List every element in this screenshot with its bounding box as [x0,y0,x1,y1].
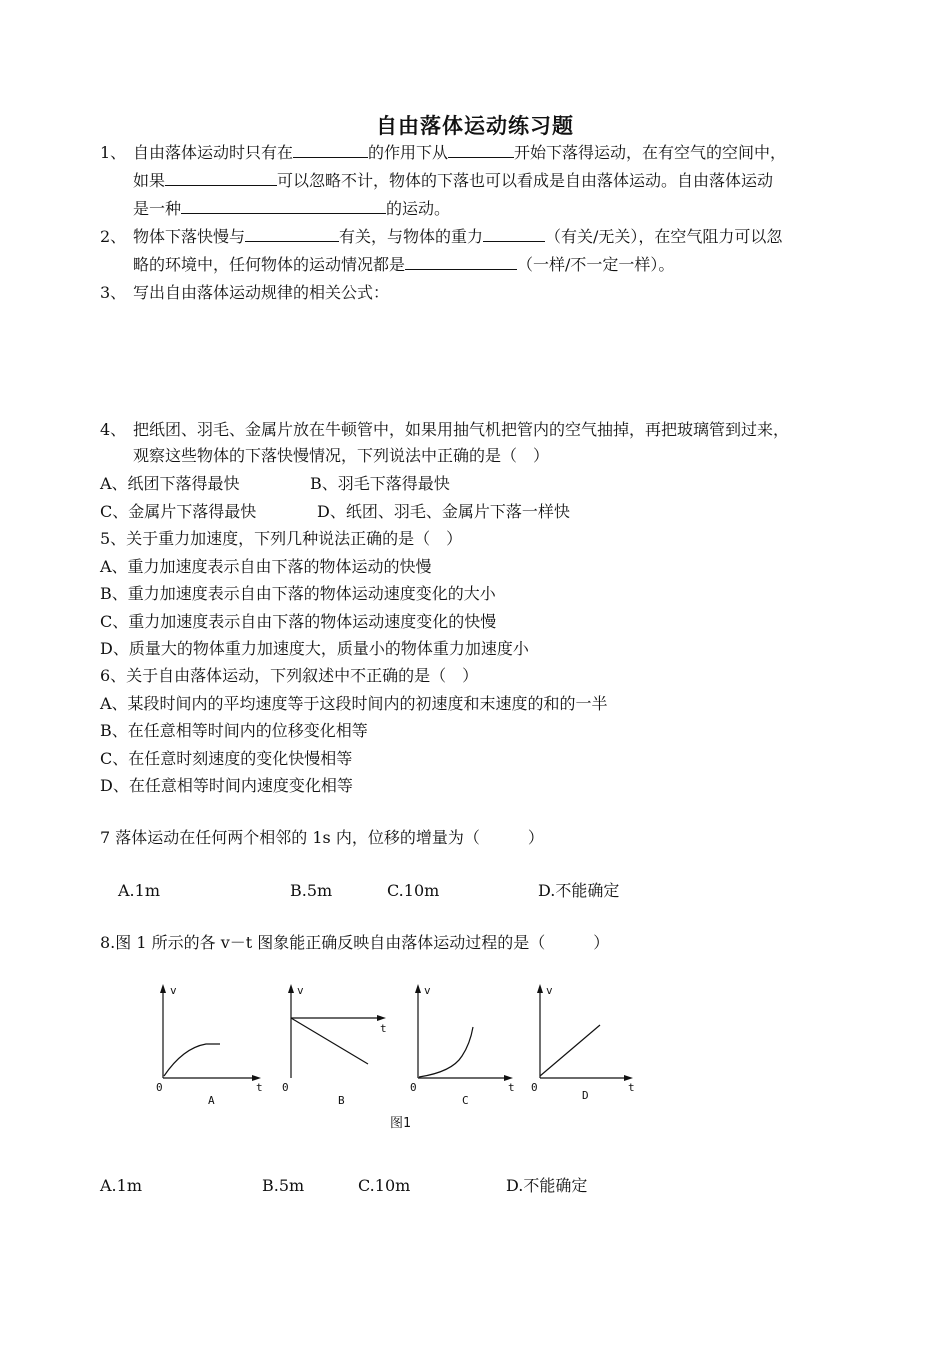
q2-number: 2、 [100,227,127,246]
graph-b-origin-label: 0 [282,1081,289,1094]
q1-text: 是一种 [133,199,182,218]
q6-stem: 6、关于自由落体运动，下列叙述中不正确的是（ ） [100,666,479,685]
q1-text: 如果 [133,171,166,190]
graph-d-v-label: v [546,984,553,997]
q3-text: 写出自由落体运动规律的相关公式： [133,283,390,302]
graph-a-panel-label: A [208,1094,215,1107]
q1-text: 自由落体运动时只有在 [133,143,294,162]
q4-number: 4、 [100,420,127,439]
q2-text: （一样/不一定一样）。 [517,255,675,274]
q4-text: 把纸团、羽毛、金属片放在牛顿管中，如果用抽气机把管内的空气抽掉，再把玻璃管到过来， [133,420,790,439]
q8-option-c[interactable]: C.10m [358,1176,411,1195]
graph-c-v-label: v [424,984,431,997]
graph-d-panel-label: D [582,1089,589,1102]
graph-c [410,984,515,1107]
graph-a-v-label: v [170,984,177,997]
q8-option-a[interactable]: A.1m [100,1176,142,1195]
graph-a-origin-label: 0 [156,1081,163,1094]
page-title: 自由落体运动练习题 [376,113,574,138]
q5-option-b[interactable]: B、重力加速度表示自由下落的物体运动速度变化的大小 [100,584,496,603]
q2-text: 略的环境中，任何物体的运动情况都是 [133,255,406,274]
graph-c-t-label: t [508,1081,515,1094]
graph-c-panel-label: C [462,1094,469,1107]
q4-line-2: 观察这些物体的下落快慢情况，下列说法中正确的是（ ） [133,446,550,465]
figure-caption: 图1 [390,1116,411,1131]
graph-d [531,984,635,1102]
graph-a-v-arrow-icon [160,984,166,993]
q5-stem: 5、关于重力加速度，下列几种说法正确的是（ ） [100,529,463,548]
graph-b-panel-label: B [338,1094,345,1107]
q8-stem: 8.图 1 所示的各 v－t 图象能正确反映自由落体运动过程的是（ ） [100,933,610,952]
q7-option-d[interactable]: D.不能确定 [538,881,620,900]
graph-d-origin-label: 0 [531,1081,538,1094]
graph-c-v-arrow-icon [415,984,421,993]
q4-option-b[interactable]: B、羽毛下落得最快 [310,474,450,493]
q7-option-c[interactable]: C.10m [387,881,440,900]
graph-b-v-arrow-icon [288,984,294,993]
q1-text: 开始下落得运动，在有空气的空间中， [514,143,787,162]
graph-b-v-label: v [297,984,304,997]
q1-text: 的运动。 [386,199,451,218]
graph-c-curve [419,1027,473,1077]
graph-b-t-arrow-icon [377,1015,386,1021]
graph-a-curve [164,1044,220,1076]
q7-stem: 7 落体运动在任何两个相邻的 1s 内，位移的增量为（ ） [100,828,544,847]
graph-c-origin-label: 0 [410,1081,417,1094]
q6-option-c[interactable]: C、在任意时刻速度的变化快慢相等 [100,749,353,768]
graph-b [282,984,387,1107]
q2-text: （有关/无关），在空气阻力可以忽 [545,227,783,246]
q4-option-a[interactable]: A、纸团下落得最快 [100,474,240,493]
q4-option-d[interactable]: D、纸团、羽毛、金属片下落一样快 [317,502,570,521]
q6-option-a[interactable]: A、某段时间内的平均速度等于这段时间内的初速度和末速度的和的一半 [100,694,608,713]
q6-option-b[interactable]: B、在任意相等时间内的位移变化相等 [100,721,368,740]
q1-number: 1、 [100,143,127,162]
q5-option-d[interactable]: D、质量大的物体重力加速度大，质量小的物体重力加速度小 [100,639,529,658]
q6-option-d[interactable]: D、在任意相等时间内速度变化相等 [100,776,353,795]
q7-option-b[interactable]: B.5m [290,881,333,900]
graph-a [156,984,263,1107]
q4-option-c[interactable]: C、金属片下落得最快 [100,502,257,521]
q1-text: 的作用下从 [368,143,449,162]
q2-text: 物体下落快慢与 [133,227,246,246]
graph-d-t-label: t [628,1081,635,1094]
q8-option-d[interactable]: D.不能确定 [506,1176,588,1195]
graph-b-t-label: t [380,1022,387,1035]
graph-d-v-arrow-icon [537,984,543,993]
q5-option-a[interactable]: A、重力加速度表示自由下落的物体运动的快慢 [100,557,432,576]
q3-number: 3、 [100,283,127,302]
q5-option-c[interactable]: C、重力加速度表示自由下落的物体运动速度变化的快慢 [100,612,497,631]
graph-b-line [291,1018,368,1064]
q2-text: 有关，与物体的重力 [339,227,484,246]
q7-option-a[interactable]: A.1m [118,881,160,900]
graph-a-t-label: t [256,1081,263,1094]
q1-text: 可以忽略不计，物体的下落也可以看成是自由落体运动。自由落体运动 [277,171,774,190]
q8-option-b[interactable]: B.5m [262,1176,305,1195]
graph-d-line [540,1025,600,1076]
